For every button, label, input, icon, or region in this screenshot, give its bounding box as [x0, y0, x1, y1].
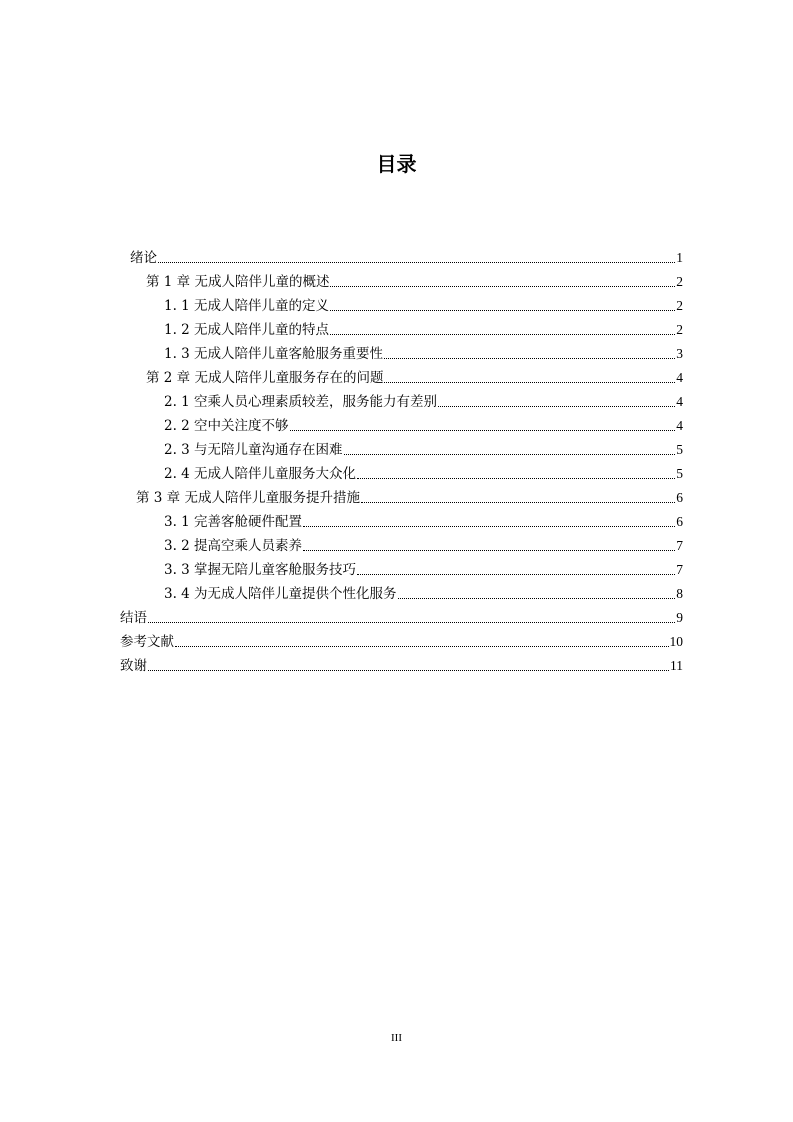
toc-entry-section-2-2[interactable] [164, 412, 683, 436]
toc-leader-dots [148, 670, 669, 671]
toc-entry-chapter-2[interactable] [146, 364, 683, 388]
toc-entry-page: 4 [676, 370, 683, 385]
toc-entry-section-1-2[interactable] [164, 316, 683, 340]
page-title: 目录 [376, 152, 417, 176]
toc-entry-section-3-2[interactable] [164, 532, 683, 556]
toc-entry-page: 11 [670, 658, 683, 673]
toc-entry-label: 2. 1 空乘人员心理素质较差，服务能力有差别 [164, 394, 438, 410]
toc-entry-section-3-4[interactable] [164, 580, 683, 604]
toc-entry-section-2-4[interactable] [164, 460, 683, 484]
toc-leader-dots [330, 334, 675, 335]
toc-leader-dots [438, 406, 675, 407]
toc-entry-page: 1 [676, 250, 683, 265]
toc-entry-label: 3. 3 掌握无陪儿童客舱服务技巧 [164, 562, 357, 578]
toc-entry-page: 2 [676, 298, 683, 313]
toc-entry-section-3-1[interactable] [164, 508, 683, 532]
toc-entry-label: 1. 1 无成人陪伴儿童的定义 [164, 298, 330, 314]
toc-entry-chapter-1[interactable] [146, 268, 683, 292]
toc-entry-acknowledgements[interactable] [120, 652, 683, 676]
toc-entry-label: 第 1 章 无成人陪伴儿童的概述 [146, 274, 330, 290]
toc-entry-label: 2. 3 与无陪儿童沟通存在困难 [164, 442, 343, 458]
toc-entry-chapter-3[interactable] [136, 484, 683, 508]
toc-entry-section-2-1[interactable] [164, 388, 683, 412]
toc-entry-section-3-3[interactable] [164, 556, 683, 580]
toc-leader-dots [357, 574, 675, 575]
toc-leader-dots [290, 430, 676, 431]
toc-entry-page: 10 [669, 634, 683, 649]
toc-leader-dots [303, 550, 675, 551]
toc-entry-label: 1. 2 无成人陪伴儿童的特点 [164, 322, 330, 338]
toc-entry-page: 7 [676, 562, 683, 577]
toc-entry-label: 结语 [120, 610, 147, 626]
toc-entry-page: 8 [676, 586, 683, 601]
toc-entry-label: 1. 3 无成人陪伴儿童客舱服务重要性 [164, 346, 384, 362]
toc-entry-references[interactable] [120, 628, 683, 652]
toc-entry-label: 3. 2 提高空乘人员素养 [164, 538, 303, 554]
toc-entry-label: 致谢 [120, 658, 147, 674]
toc-leader-dots [384, 358, 675, 359]
toc-leader-dots [344, 454, 676, 455]
toc-leader-dots [384, 382, 675, 383]
toc-leader-dots [330, 286, 675, 287]
toc-entry-section-1-1[interactable] [164, 292, 683, 316]
page-number: III [391, 1032, 402, 1044]
toc-entry-introduction[interactable] [130, 244, 683, 268]
toc-leader-dots [357, 478, 675, 479]
toc-entry-page: 6 [676, 514, 683, 529]
toc-entry-label: 绪论 [130, 250, 157, 266]
toc-leader-dots [361, 502, 675, 503]
toc-entry-page: 5 [676, 466, 683, 481]
toc-entry-page: 4 [676, 394, 683, 409]
toc-entry-label: 3. 4 为无成人陪伴儿童提供个性化服务 [164, 586, 397, 602]
toc-entry-label: 参考文献 [120, 634, 174, 650]
toc-entry-section-1-3[interactable] [164, 340, 683, 364]
toc-entry-label: 第 2 章 无成人陪伴儿童服务存在的问题 [146, 370, 384, 386]
toc-leader-dots [330, 310, 675, 311]
toc-entry-page: 7 [676, 538, 683, 553]
toc-entry-page: 3 [676, 346, 683, 361]
toc-entry-label: 2. 4 无成人陪伴儿童服务大众化 [164, 466, 357, 482]
toc-leader-dots [148, 622, 675, 623]
toc-leader-dots [175, 646, 669, 647]
toc-entry-page: 4 [676, 418, 683, 433]
toc-entry-page: 5 [676, 442, 683, 457]
toc-entry-page: 6 [676, 490, 683, 505]
toc-entry-label: 3. 1 完善客舱硬件配置 [164, 514, 303, 530]
toc-entry-label: 第 3 章 无成人陪伴儿童服务提升措施 [136, 490, 360, 506]
toc-leader-dots [398, 598, 676, 599]
toc-entry-page: 2 [676, 274, 683, 289]
toc-entry-conclusion[interactable] [120, 604, 683, 628]
toc-entry-page: 2 [676, 322, 683, 337]
toc-leader-dots [303, 526, 675, 527]
toc-leader-dots [158, 262, 675, 263]
toc-entry-page: 9 [676, 610, 683, 625]
toc-entry-label: 2. 2 空中关注度不够 [164, 418, 289, 434]
toc-entry-section-2-3[interactable] [164, 436, 683, 460]
